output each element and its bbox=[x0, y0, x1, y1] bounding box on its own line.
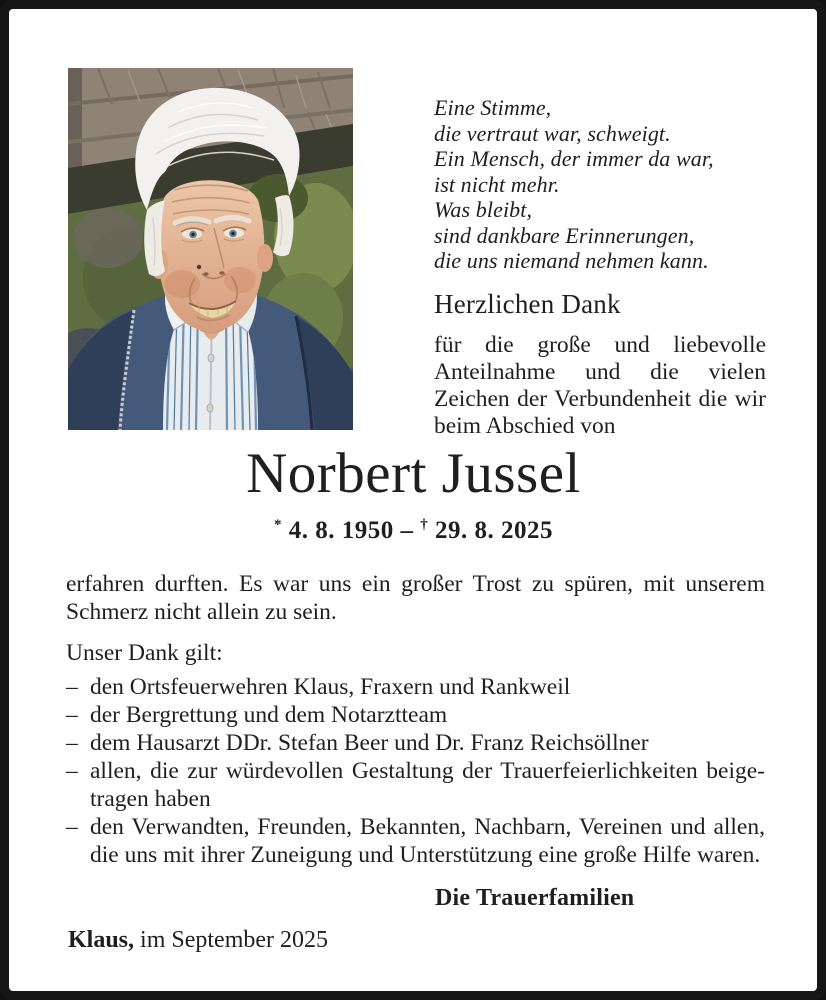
mourning-families-signature: Die Trauerfamilien bbox=[435, 885, 635, 911]
place-and-date bbox=[68, 927, 328, 954]
deceased-name: Norbert Jussel bbox=[246, 442, 581, 505]
dash-bullet: – bbox=[66, 702, 78, 728]
memorial-poem bbox=[434, 95, 766, 274]
death-date: 29. 8. 2025 bbox=[435, 517, 553, 544]
thanks-list-intro: Unser Dank gilt: bbox=[66, 640, 223, 666]
dash-bullet: – bbox=[66, 814, 78, 840]
thanks-list-item: – der Bergrettung und dem Notarztteam bbox=[66, 702, 448, 728]
death-symbol: † bbox=[420, 517, 429, 533]
thanks-list-item: – den Ortsfeuerwehren Klaus, Fraxern und Rankweil bbox=[66, 674, 571, 700]
thanks-heading: Herzlichen Dank bbox=[434, 288, 621, 319]
thanks-lead-paragraph: für die große und liebevolle Anteilnahme und die vielen Zeichen der Verbundenheit die wir beim Abschied von bbox=[434, 331, 766, 439]
thanks-list-item: – dem Hausarzt DDr. Stefan Beer und Dr. Franz Reichsöllner bbox=[66, 730, 649, 756]
poem-line: Was bleibt, bbox=[434, 197, 533, 222]
life-dates bbox=[63, 517, 764, 545]
dash-bullet: – bbox=[66, 674, 78, 700]
poem-line: sind dankbare Erinnerungen, bbox=[434, 222, 695, 248]
poem-line: Ein Mensch, der immer da war, bbox=[434, 146, 714, 171]
thanks-list-item: – allen, die zur würdevollen Gestaltung der Trauerfeierlichkeiten beigetragen haben bbox=[66, 758, 765, 812]
portrait-illustration bbox=[68, 68, 353, 430]
poem-line: die uns niemand nehmen kann. bbox=[434, 248, 709, 273]
thanks-list bbox=[66, 673, 765, 869]
date-text: im September 2025 bbox=[134, 927, 328, 953]
birth-symbol: * bbox=[274, 517, 282, 533]
right-column bbox=[434, 95, 766, 440]
continuation-paragraph: erfahren durften. Es war uns ein großer Trost zu spüren, mit unserem Schmerz nicht allein zu sein. bbox=[66, 571, 765, 625]
thanks-list-item: – den Verwandten, Freunden, Bekannten, Nachbarn, Vereinen und allen, die uns mit ihrer Zuneigung und Unterstützung eine große Hilfe waren. bbox=[66, 814, 765, 868]
dates-separator: – bbox=[400, 517, 414, 544]
poem-line: ist nicht mehr. bbox=[434, 171, 560, 197]
place: Klaus, bbox=[68, 927, 135, 953]
poem-line: die vertraut war, schweigt. bbox=[434, 120, 671, 146]
dash-bullet: – bbox=[66, 730, 78, 756]
portrait-photo bbox=[68, 68, 353, 430]
dash-bullet: – bbox=[66, 758, 78, 784]
birth-date: 4. 8. 1950 bbox=[288, 517, 394, 544]
poem-line: Eine Stimme, bbox=[434, 95, 552, 120]
